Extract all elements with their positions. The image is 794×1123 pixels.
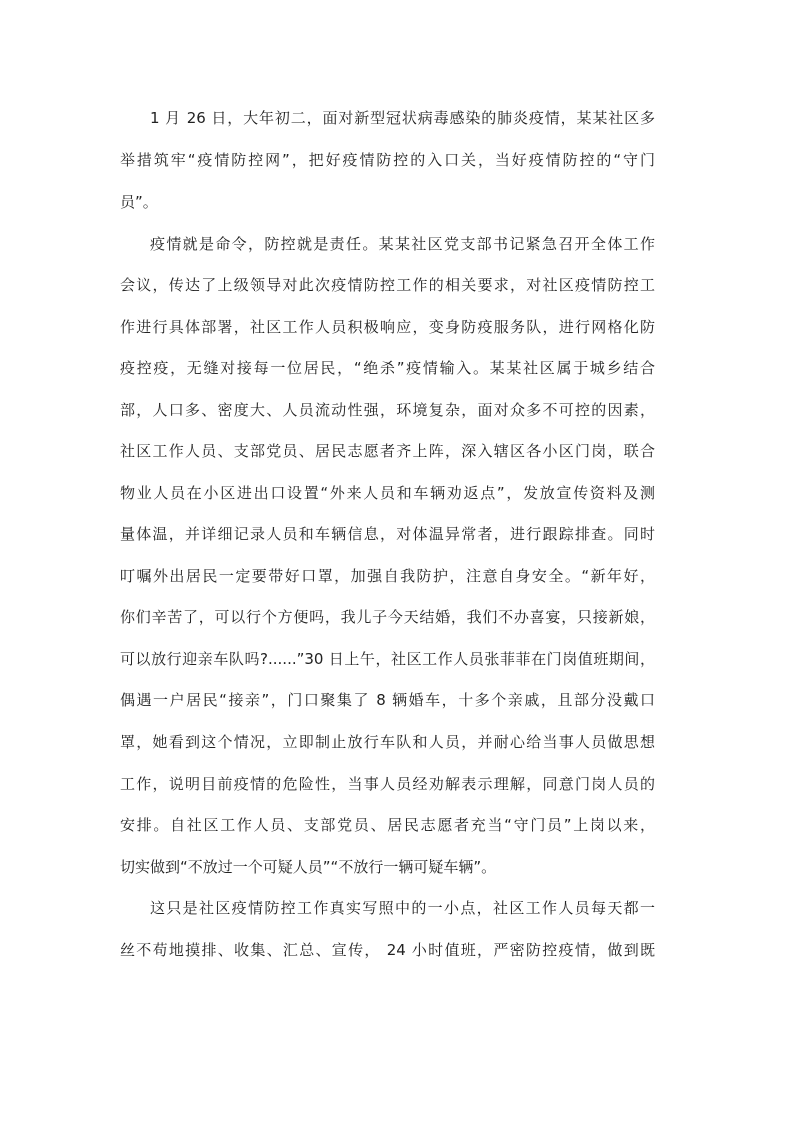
paragraph-1-line-3: 员”。 <box>120 193 158 211</box>
paragraph-2-line-12: 偶遇一户居民“接亲”，门口聚集了 8 辆婚车，十多个亲戚，且部分没戴口 <box>120 691 655 709</box>
paragraph-2-line-15: 安排。自社区工作人员、支部党员、居民志愿者充当“守门员”上岗以来， <box>120 816 655 834</box>
paragraph-2-line-14: 工作，说明目前疫情的危险性，当事人员经劝解表示理解，同意门岗人员的 <box>120 775 655 793</box>
paragraph-2-line-16: 切实做到“不放过一个可疑人员”“不放行一辆可疑车辆”。 <box>120 858 497 876</box>
paragraph-2-line-2: 会议，传达了上级领导对此次疫情防控工作的相关要求，对社区疫情防控工 <box>120 276 655 294</box>
paragraph-2-line-5: 部，人口多、密度大、人员流动性强，环境复杂，面对众多不可控的因素， <box>120 401 655 419</box>
paragraph-3-line-1: 这只是社区疫情防控工作真实写照中的一小点，社区工作人员每天都一 <box>150 899 655 917</box>
paragraph-2-line-8: 量体温，并详细记录人员和车辆信息，对体温异常者，进行跟踪排查。同时 <box>120 525 655 543</box>
paragraph-2-line-13: 罩，她看到这个情况，立即制止放行车队和人员，并耐心给当事人员做思想 <box>120 733 655 751</box>
paragraph-3-line-2: 丝不苟地摸排、收集、汇总、宣传， 24 小时值班，严密防控疫情，做到既 <box>120 941 655 959</box>
paragraph-1-line-2: 举措筑牢“疫情防控网”，把好疫情防控的入口关，当好疫情防控的“守门 <box>120 151 655 169</box>
paragraph-2-line-10: 你们辛苦了，可以行个方便吗，我儿子今天结婚，我们不办喜宴，只接新娘， <box>120 608 655 626</box>
paragraph-1-line-1: 1 月 26 日，大年初二，面对新型冠状病毒感染的肺炎疫情，某某社区多 <box>150 109 655 127</box>
paragraph-2-line-4: 疫控疫，无缝对接每一位居民，“绝杀”疫情输入。某某社区属于城乡结合 <box>120 359 655 377</box>
paragraph-2-line-1: 疫情就是命令，防控就是责任。某某社区党支部书记紧急召开全体工作 <box>150 235 655 253</box>
paragraph-2-line-3: 作进行具体部署，社区工作人员积极响应，变身防疫服务队，进行网格化防 <box>120 318 655 336</box>
paragraph-2-line-11: 可以放行迎亲车队吗?......”30 日上午，社区工作人员张菲菲在门岗值班期间， <box>120 650 655 668</box>
paragraph-2-line-7: 物业人员在小区进出口设置“外来人员和车辆劝返点”，发放宣传资料及测 <box>120 484 655 502</box>
paragraph-2-line-6: 社区工作人员、支部党员、居民志愿者齐上阵，深入辖区各小区门岗，联合 <box>120 442 655 460</box>
paragraph-2-line-9: 叮嘱外出居民一定要带好口罩，加强自我防护，注意自身安全。“新年好， <box>120 567 655 585</box>
